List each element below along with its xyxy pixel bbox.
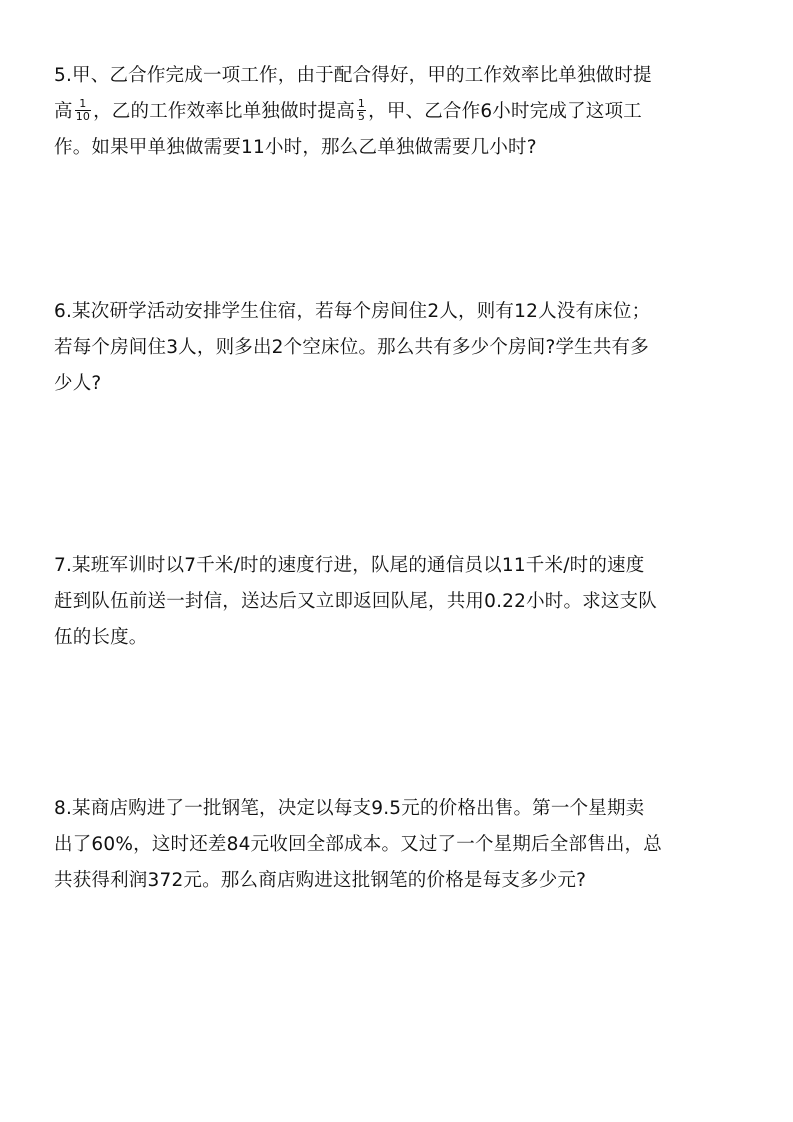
problem-5-line-1: 5.甲、乙合作完成一项工作，由于配合得好，甲的工作效率比单独做时提 — [54, 65, 652, 86]
problem-7-line-3: 伍的长度。 — [54, 627, 148, 648]
fraction-numerator: 1 — [75, 98, 91, 111]
problem-5-line-2-middle: ，乙的工作效率比单独做时提高 — [93, 101, 355, 122]
fraction-denominator: 10 — [75, 109, 91, 123]
problem-8-line-1: 8.某商店购进了一批钢笔，决定以每支9.5元的价格出售。第一个星期卖 — [54, 798, 645, 819]
problem-6-line-3: 少人? — [54, 373, 102, 394]
fraction-one-fifth — [357, 98, 366, 123]
problem-7 — [54, 548, 744, 656]
problem-6 — [54, 294, 744, 402]
problem-5-line-3: 作。如果甲单独做需要11小时，那么乙单独做需要几小时? — [54, 137, 537, 158]
problem-8 — [54, 791, 744, 899]
problem-5-line-2-after: ，甲、乙合作6小时完成了这项工 — [368, 101, 642, 122]
fraction-denominator: 5 — [357, 109, 366, 123]
fraction-numerator: 1 — [357, 96, 366, 110]
problem-5 — [54, 58, 744, 166]
problem-5-line-2-before: 高 — [54, 101, 73, 122]
problem-6-line-2: 若每个房间住3人，则多出2个空床位。那么共有多少个房间?学生共有多 — [54, 337, 649, 358]
problem-5-line-2 — [54, 94, 744, 130]
problem-7-line-1: 7.某班军训时以7千米/时的速度行进，队尾的通信员以11千米/时的速度 — [54, 555, 645, 576]
fraction-one-tenth — [75, 98, 91, 123]
problem-7-line-2: 赶到队伍前送一封信，送达后又立即返回队尾，共用0.22小时。求这支队 — [54, 591, 657, 612]
problem-8-line-3: 共获得利润372元。那么商店购进这批钢笔的价格是每支多少元? — [54, 870, 587, 891]
problem-8-line-2: 出了60%，这时还差84元收回全部成本。又过了一个星期后全部售出，总 — [54, 834, 662, 855]
problem-6-line-1: 6.某次研学活动安排学生住宿，若每个房间住2人，则有12人没有床位； — [54, 301, 651, 322]
